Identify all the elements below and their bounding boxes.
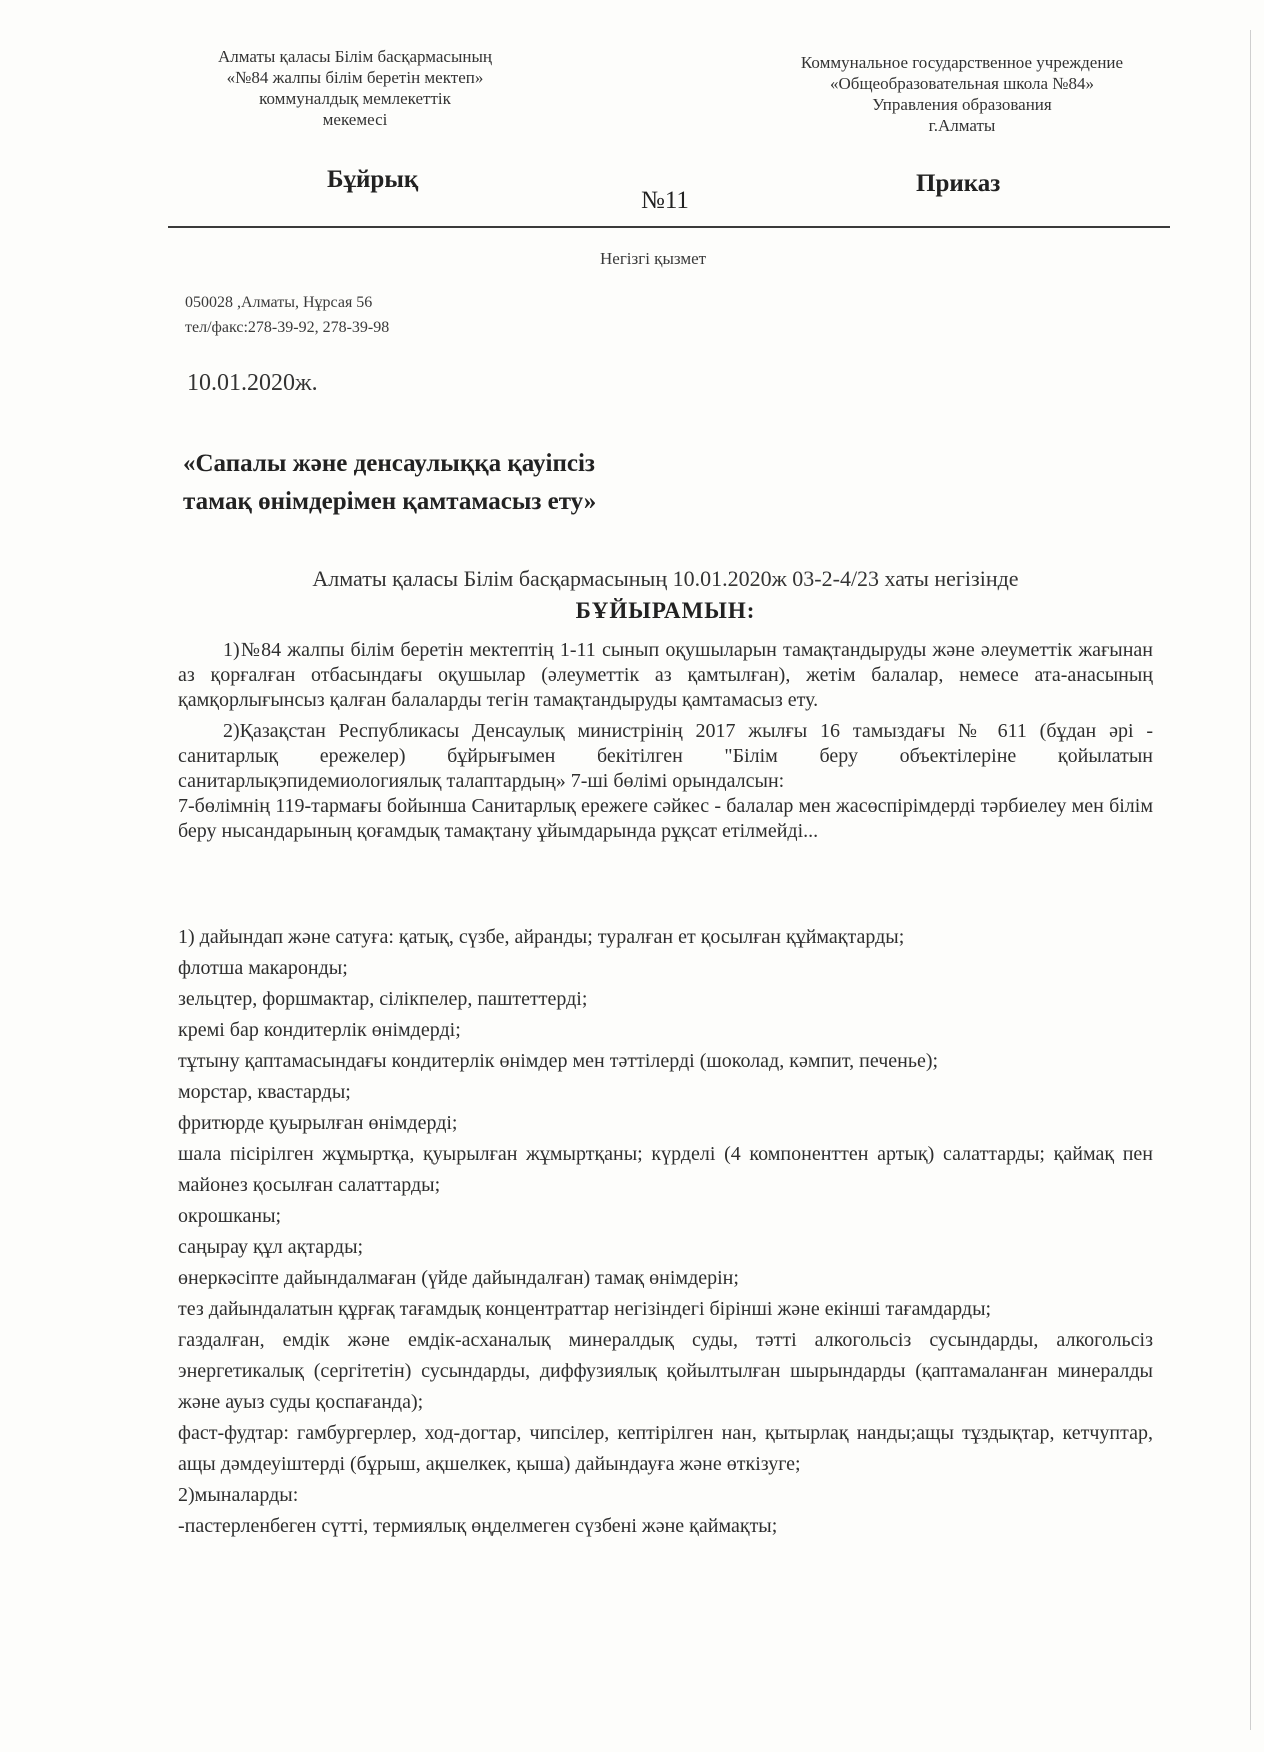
header-ru-line: г.Алматы — [928, 116, 996, 135]
list-item: -пастерленбеген сүтті, термиялық өңделмеген сүзбені және қаймақты; — [178, 1515, 778, 1537]
order-number: №11 — [641, 187, 689, 214]
list-item: 1) дайындап және сатуға: қатық, сүзбе, айранды; туралған ет қосылған құймақтарды; — [178, 926, 905, 948]
paragraph-1: 1)№84 жалпы білім беретін мектептің 1-11 сынып оқушыларын тамақтандыруды және әлеуметтік жағынан аз қорғалған отбасындағы оқушылар (әлеуметтік аз қамтылған), жетім балалар, немесе ата-анасының қамқорлығынсыз қалған балаларды тегін тамақтандыруды қамтамасыз ету. — [178, 639, 1153, 711]
list-item: флотша макаронды; — [178, 957, 348, 979]
header-kz-line: Алматы қаласы Білім басқармасының — [217, 47, 493, 66]
header-ru — [752, 52, 1172, 136]
list-item: кремі бар кондитерлік өнімдерді; — [178, 1019, 461, 1041]
list-item: 2)мыналарды: — [178, 1484, 299, 1506]
list-item: морстар, квастарды; — [178, 1081, 351, 1103]
list-item: окрошканы; — [178, 1205, 282, 1227]
scan-edge — [1250, 30, 1251, 1730]
header-kz-line: мекемесі — [322, 110, 388, 129]
header-ru-line: Управления образования — [872, 95, 1052, 114]
title-kz: Бұйрық — [327, 166, 419, 193]
basis-line: Алматы қаласы Білім басқармасының 10.01.2020ж 03-2-4/23 хаты негізінде — [312, 566, 1019, 591]
list-item: шала пісірілген жұмыртқа, қуырылған жұмыртқаны; күрделі (4 компоненттен артық) салаттарды; қаймақ пен майонез қосылған салаттарды; — [178, 1143, 1153, 1196]
document-date: 10.01.2020ж. — [187, 370, 318, 396]
list-item: өнеркәсіпте дайындалмаған (үйде дайындалған) тамақ өнімдерін; — [178, 1267, 739, 1289]
header-ru-line: Коммунальное государственное учреждение — [800, 53, 1124, 72]
order-subject — [183, 445, 596, 521]
paragraph-2: 2)Қазақстан Республикасы Денсаулық министрінің 2017 жылғы 16 тамыздағы № 611 (бұдан әрі - санитарлық ережелер) бұйрығымен бекітілген "Білім беру объектілеріне қойылатын санитарлықэпидемиологиялық талаптардың» 7-ші бөлімі орындалсын: — [178, 720, 1153, 792]
list-item: фаст-фудтар: гамбургерлер, ход-догтар, чипсілер, кептірілген нан, қытырлақ нанды;ащы тұздықтар, кетчуптар, ащы дәмдеуіштерді (бұрыш, ақшелкек, қыша) дайындауға және өткізуге; — [178, 1422, 1153, 1475]
list-item: саңырау құл ақтарды; — [178, 1236, 364, 1258]
list-item: тұтыну қаптамасындағы кондитерлік өнімдер мен тәттілерді (шоколад, кәмпит, печенье); — [178, 1050, 939, 1072]
subject-line: тамақ өнімдерімен қамтамасыз ету» — [183, 488, 597, 515]
list-item: тез дайындалатын құрғақ тағамдық концентраттар негізіндегі бірінші және екінші тағамдарды; — [178, 1298, 992, 1320]
list-item: фритюрде қуырылған өнімдерді; — [178, 1112, 458, 1134]
prohibited-items-list — [178, 922, 1153, 1542]
title-ru: Приказ — [916, 170, 1001, 197]
order-heading: БҰЙЫРАМЫН: — [575, 598, 756, 623]
list-item: зельцтер, форшмактар, сілікпелер, паштеттерді; — [178, 988, 588, 1010]
header-kz-line: «№84 жалпы білім беретін мектеп» — [226, 68, 484, 87]
list-item: газдалған, емдік және емдік-асханалық минералдық суды, тәтті алкогольсіз сусындарды, алкогольсіз энергетикалық (сергітетін) сусындарды, диффузиялық қойылтылған шырындарды (қаптамаланған минералды және ауыз суды қоспағанда); — [178, 1329, 1153, 1413]
address: 050028 ,Алматы, Нұрсая 56 — [185, 294, 373, 311]
activity-label: Негізгі қызмет — [600, 249, 707, 268]
phone-fax: тел/факс:278-39-92, 278-39-98 — [185, 319, 390, 336]
order-body — [178, 638, 1153, 844]
header-kz — [170, 46, 540, 130]
header-divider — [168, 226, 1170, 228]
subject-line: «Сапалы және денсаулыққа қауіпсіз — [183, 450, 595, 477]
header-ru-line: «Общеобразовательная школа №84» — [830, 74, 1094, 93]
header-kz-line: коммуналдық мемлекеттік — [259, 89, 451, 108]
paragraph-3: 7-бөлімнің 119-тармағы бойынша Санитарлық ережеге сәйкес - балалар мен жасөспірімдерді тәрбиелеу мен білім беру нысандарының қоғамдық тамақтану ұйымдарында рұқсат етілмейді... — [178, 795, 1153, 842]
